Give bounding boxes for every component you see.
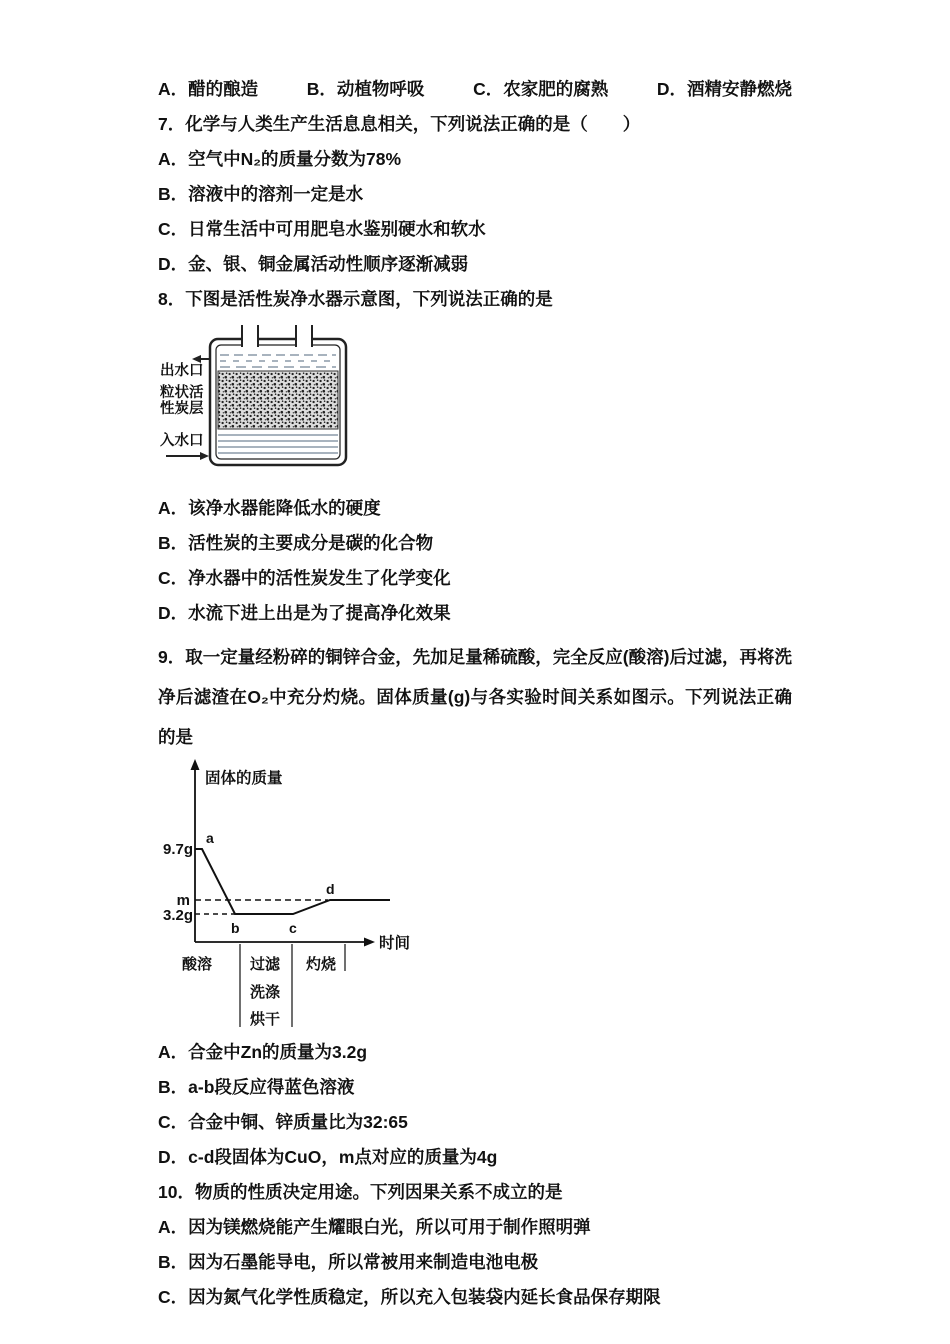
q10-option-b: B．因为石墨能导电，所以常被用来制造电池电极 (158, 1252, 539, 1272)
q9-option-b: B．a-b段反应得蓝色溶液 (158, 1077, 355, 1097)
q10-stem: 10．物质的性质决定用途。下列因果关系不成立的是 (158, 1182, 563, 1202)
point-d-label: d (326, 881, 335, 897)
mass-time-chart (158, 757, 420, 1035)
mass-curve (195, 849, 390, 914)
q8-option-b: B．活性炭的主要成分是碳的化合物 (158, 533, 434, 553)
q7-stem: 7．化学与人类生产生活息息相关，下列说法正确的是（ ） (158, 114, 641, 134)
q6-option-a: A．醋的酿造 (158, 79, 259, 99)
x-axis-arrow-icon (364, 938, 375, 947)
point-a-label: a (206, 830, 214, 846)
q10-option-a: A．因为镁燃烧能产生耀眼白光，所以可用于制作照明弹 (158, 1217, 591, 1237)
q7-option-b: B．溶液中的溶剂一定是水 (158, 184, 364, 204)
q8-stem: 8．下图是活性炭净水器示意图，下列说法正确的是 (158, 289, 553, 309)
tick-m: m (176, 892, 190, 909)
upper-water-lines (220, 355, 336, 367)
phase-label-filter: 过滤 (250, 956, 281, 973)
top-pipe-gap-1 (242, 333, 258, 347)
inlet-label: 入水口 (160, 433, 204, 449)
q8-option-d: D．水流下进上出是为了提高净化效果 (158, 603, 451, 623)
phase-label-dry: 烘干 (250, 1011, 281, 1028)
tick-3-2g: 3.2g (162, 907, 193, 924)
q6-option-c: C．农家肥的腐熟 (473, 79, 609, 99)
q7-option-d: D．金、银、铜金属活动性顺序逐渐减弱 (158, 254, 469, 274)
activated-carbon-layer (218, 371, 338, 429)
tick-9-7g: 9.7g (162, 841, 193, 858)
q6-option-b: B．动植物呼吸 (306, 79, 425, 99)
q10-option-c: C．因为氮气化学性质稳定，所以充入包装袋内延长食品保存期限 (158, 1287, 661, 1307)
phase-label-calcine: 灼烧 (306, 956, 337, 973)
q9-option-c: C．合金中铜、锌质量比为32:65 (158, 1112, 408, 1132)
top-pipe-gap-2 (296, 333, 312, 347)
outlet-arrow-icon (192, 355, 201, 363)
q8-option-c: C．净水器中的活性炭发生了化学变化 (158, 568, 451, 588)
lower-water-lines (218, 435, 338, 453)
q7-option-c: C．日常生活中可用肥皂水鉴别硬水和软水 (158, 219, 486, 239)
mass-time-chart-drawing (158, 757, 420, 1035)
q8-option-a: A．该净水器能降低水的硬度 (158, 498, 381, 518)
y-axis-arrow-icon (191, 759, 200, 770)
outlet-label: 出水口 (160, 363, 204, 379)
chart-x-axis-title: 时间 (379, 935, 411, 952)
point-b-label: b (231, 920, 240, 936)
water-purifier-figure (158, 323, 358, 473)
chart-y-axis-title: 固体的质量 (205, 770, 283, 787)
q6-options-row (158, 78, 792, 100)
point-c-label: c (289, 920, 297, 936)
q9-option-d: D．c-d段固体为CuO，m点对应的质量为4g (158, 1147, 498, 1167)
q9-option-a: A．合金中Zn的质量为3.2g (158, 1042, 368, 1062)
inlet-arrow-icon (200, 452, 209, 460)
phase-label-acid: 酸溶 (182, 956, 213, 973)
q9-stem: 9．取一定量经粉碎的铜锌合金，先加足量稀硫酸，完全反应(酸溶)后过滤，再将洗净后滤渣在O₂中充分灼烧。固体质量(g)与各实验时间关系如图示。下列说法正确的是 (158, 647, 792, 747)
q6-option-d: D．酒精安静燃烧 (656, 79, 792, 99)
q7-option-a: A．空气中N₂的质量分数为78% (158, 149, 402, 169)
carbon-layer-label: 粒状活性炭层 (160, 385, 204, 417)
phase-label-wash: 洗涤 (250, 984, 281, 1001)
